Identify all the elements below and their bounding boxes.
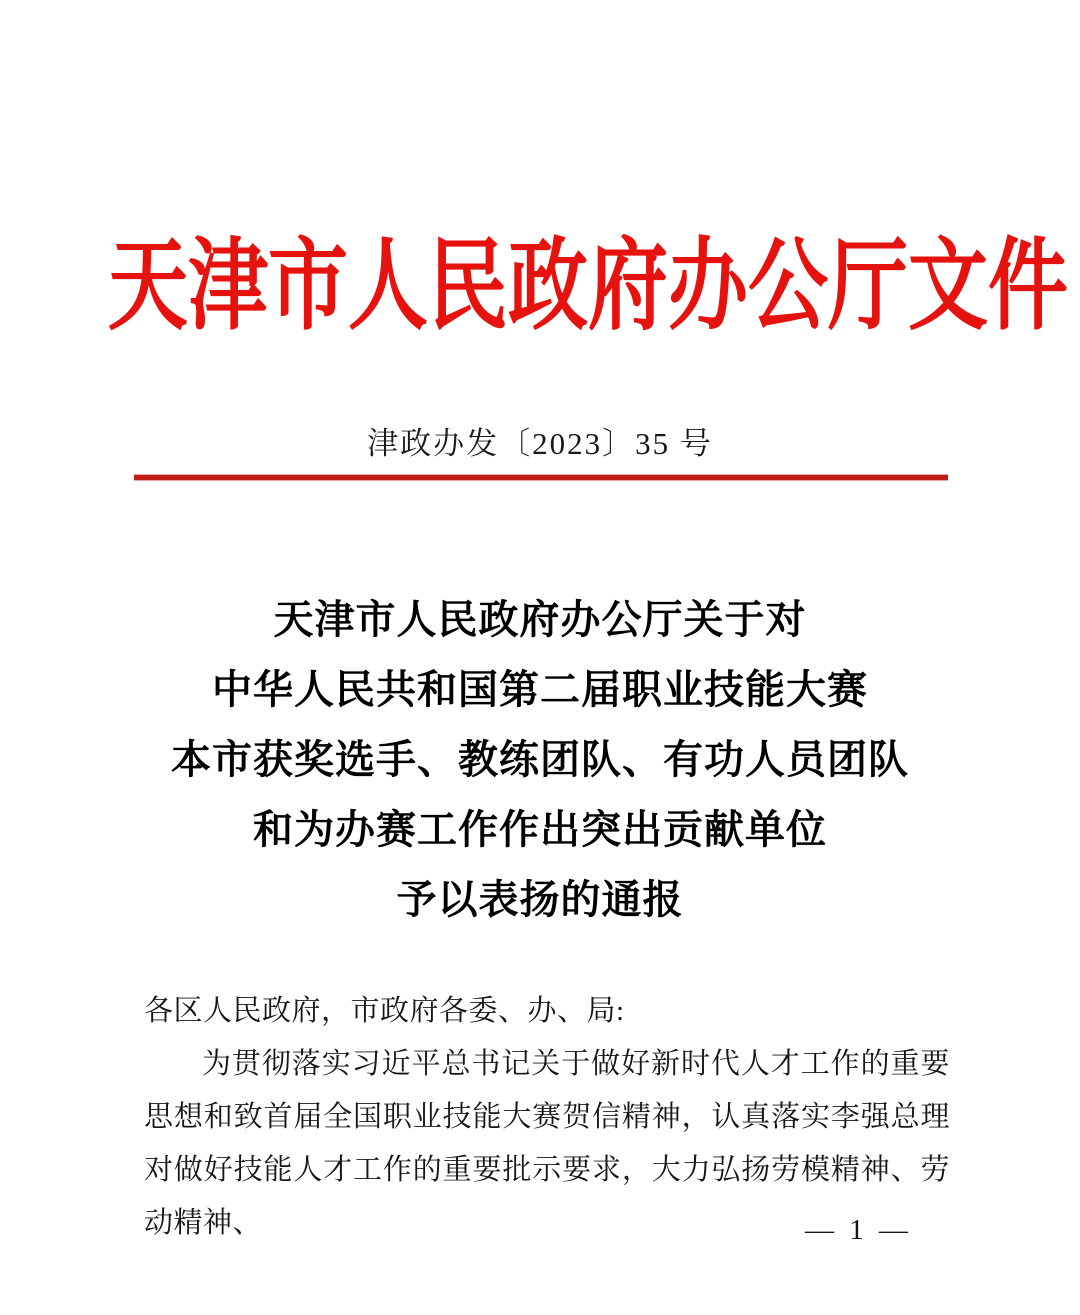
body-paragraph: 为贯彻落实习近平总书记关于做好新时代人才工作的重要思想和致首届全国职业技能大赛贺信精神，认真落实李强总理对做好技能人才工作的重要批示要求，大力弘扬劳模精神、劳动精神、	[144, 1048, 950, 1239]
title-line-1: 天津市人民政府办公厅关于对	[273, 598, 807, 642]
page-number: — 1 —	[805, 1214, 912, 1246]
salutation: 各区人民政府，市政府各委、办、局:	[144, 995, 625, 1027]
document-number: 津政办发〔2023〕35 号	[367, 426, 713, 461]
document-title	[0, 585, 1080, 935]
document-body	[144, 985, 950, 1250]
title-line-4: 和为办赛工作作出突出贡献单位	[253, 808, 827, 852]
document-red-header: 天津市人民政府办公厅文件	[108, 231, 1068, 342]
red-separator-line	[134, 475, 948, 480]
title-line-2: 中华人民共和国第二届职业技能大赛	[212, 668, 868, 712]
title-line-5: 予以表扬的通报	[396, 878, 684, 922]
title-line-3: 本市获奖选手、教练团队、有功人员团队	[171, 738, 909, 782]
